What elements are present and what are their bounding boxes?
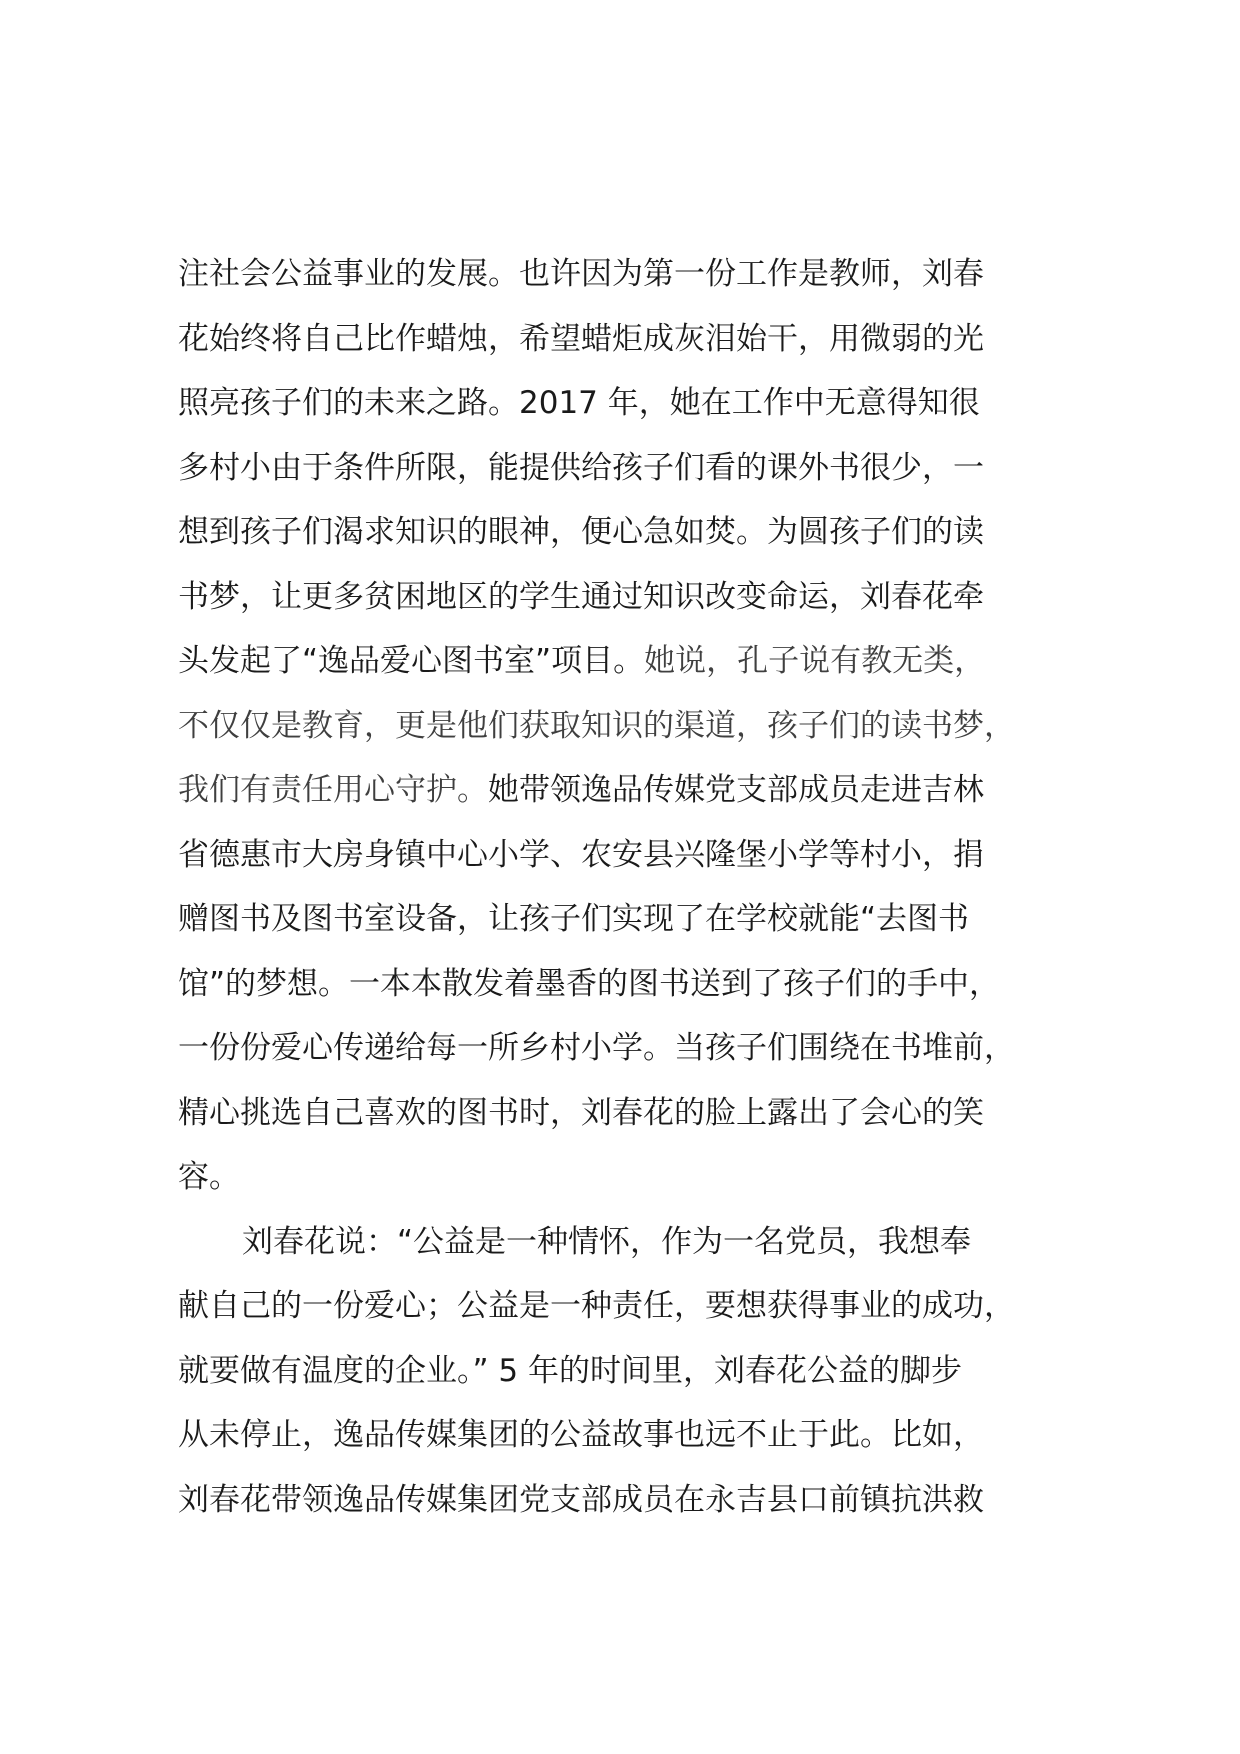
text-line — [178, 629, 1098, 694]
quoted-text-segment: 不仅仅是教育，更是他们获取知识的渠道，孩子们的读书梦， — [178, 707, 1015, 744]
text-segment: 她带领逸品传媒党支部成员走进吉林 — [488, 772, 984, 808]
text-line: 照亮孩子们的未来之路。2017 年，她在工作中无意得知很 — [178, 385, 980, 421]
text-line: 省德惠市大房身镇中心小学、农安县兴隆堡小学等村小，捐 — [178, 836, 984, 873]
text-line — [178, 694, 1098, 759]
text-line: 想到孩子们渴求知识的眼神，便心急如焚。为圆孩子们的读 — [178, 514, 984, 550]
body-text — [178, 242, 1098, 1532]
text-line: 一份份爱心传递给每一所乡村小学。当孩子们围绕在书堆前， — [178, 1030, 1015, 1066]
text-line: 精心挑选自己喜欢的图书时，刘春花的脸上露出了会心的笑 — [178, 1094, 984, 1131]
text-line: 献自己的一份爱心；公益是一种责任，要想获得事业的成功， — [178, 1288, 1015, 1324]
text-line: 刘春花带领逸品传媒集团党支部成员在永吉县口前镇抗洪救 — [178, 1481, 984, 1518]
text-line: 花始终将自己比作蜡烛，希望蜡炬成灰泪始干，用微弱的光 — [178, 320, 984, 357]
text-line: 注社会公益事业的发展。也许因为第一份工作是教师，刘春 — [178, 256, 984, 292]
text-segment: 头发起了“逸品爱心图书室”项目。 — [178, 643, 645, 679]
text-line: 就要做有温度的企业。” 5 年的时间里，刘春花公益的脚步 — [178, 1352, 962, 1389]
quoted-text-segment: 她说，孔子说有教无类， — [644, 643, 986, 679]
text-line — [178, 758, 1098, 823]
paragraph-first-line: 刘春花说：“公益是一种情怀，作为一名党员，我想奉 — [242, 1223, 972, 1260]
text-line: 赠图书及图书室设备，让孩子们实现了在学校就能“去图书 — [178, 901, 970, 937]
text-line: 多村小由于条件所限，能提供给孩子们看的课外书很少，一 — [178, 449, 984, 486]
text-line: 容。 — [178, 1159, 240, 1195]
quoted-text-segment: 我们有责任用心守护。 — [178, 772, 488, 808]
text-line: 书梦，让更多贫困地区的学生通过知识改变命运，刘春花牵 — [178, 578, 984, 615]
text-line: 馆”的梦想。一本本散发着墨香的图书送到了孩子们的手中， — [178, 965, 1001, 1002]
text-line: 从未停止，逸品传媒集团的公益故事也远不止于此。比如， — [178, 1417, 984, 1453]
